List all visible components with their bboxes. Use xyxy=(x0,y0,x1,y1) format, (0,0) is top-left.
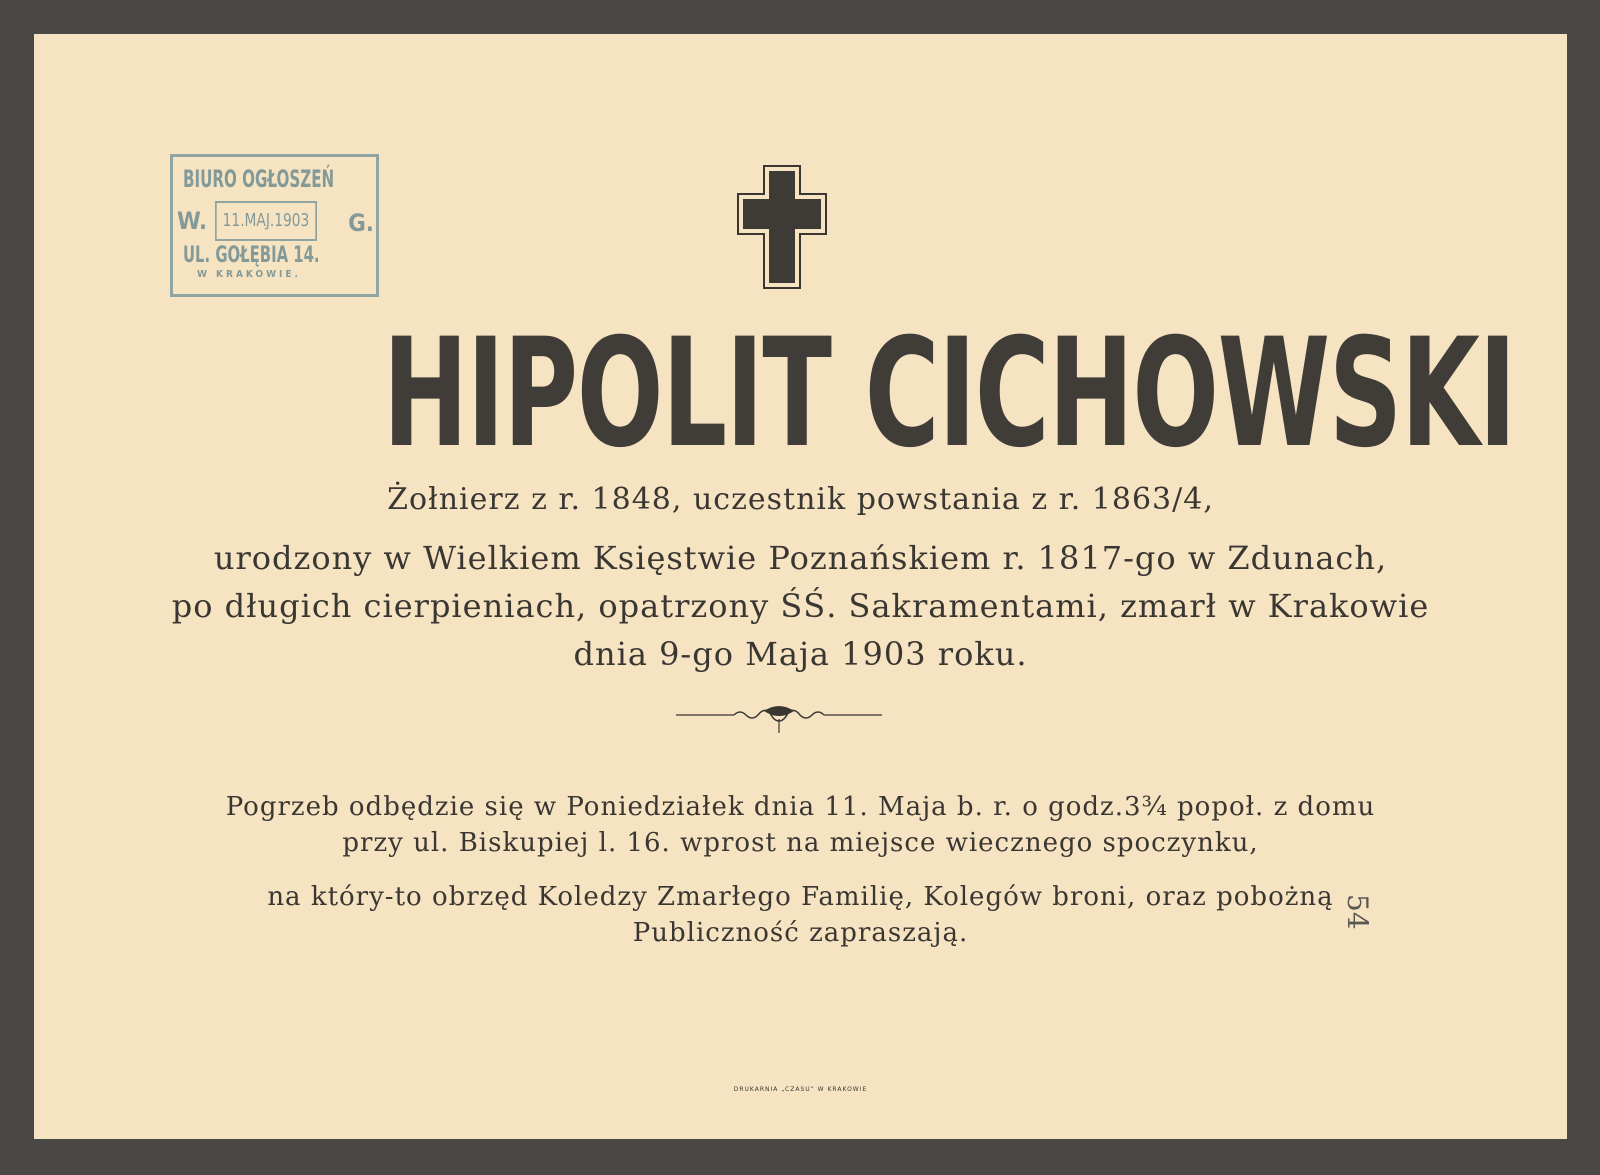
stamp-address: UL. GOŁĘBIA 14. xyxy=(183,243,320,268)
ornament-divider xyxy=(674,699,884,739)
printer-imprint: DRUKARNIA „CZASU” W KRAKOWIE xyxy=(733,1086,868,1093)
notice-line-2: urodzony w Wielkiem Księstwie Poznańskiem r. 1817-go w Zdunach, xyxy=(213,539,1388,577)
office-stamp xyxy=(170,154,379,297)
obituary-notice xyxy=(34,34,1567,1139)
funeral-line-4: Publiczność zapraszają. xyxy=(632,918,969,948)
notice-line-1: Żołnierz z r. 1848, uczestnik powstania z r. 1863/4, xyxy=(387,482,1214,517)
stamp-left-letter: W. xyxy=(177,207,208,235)
archive-number: 54 xyxy=(1341,894,1374,930)
funeral-line-3: na który-to obrzęd Koledzy Zmarłego Familię, Kolegów broni, oraz pobożną xyxy=(267,882,1334,912)
stamp-right-letter: G. xyxy=(348,209,374,237)
funeral-line-2: przy ul. Biskupiej l. 16. wprost na miejsce wiecznego spoczynku, xyxy=(342,828,1259,858)
funeral-line-1: Pogrzeb odbędzie się w Poniedziałek dnia 11. Maja b. r. o godz.3¾ popoł. z domu xyxy=(225,792,1376,822)
cross-icon xyxy=(736,164,828,290)
stamp-city: W KRAKOWIE. xyxy=(197,269,301,280)
notice-line-4: dnia 9-go Maja 1903 roku. xyxy=(573,635,1028,673)
stamp-date: 11.MAJ.1903 xyxy=(215,201,317,241)
deceased-name: HIPOLIT CICHOWSKI xyxy=(382,307,1516,481)
notice-line-3: po długich cierpieniach, opatrzony ŚŚ. Sakramentami, zmarł w Krakowie xyxy=(171,587,1430,625)
stamp-title: BIURO OGŁOSZEŃ xyxy=(183,165,335,193)
